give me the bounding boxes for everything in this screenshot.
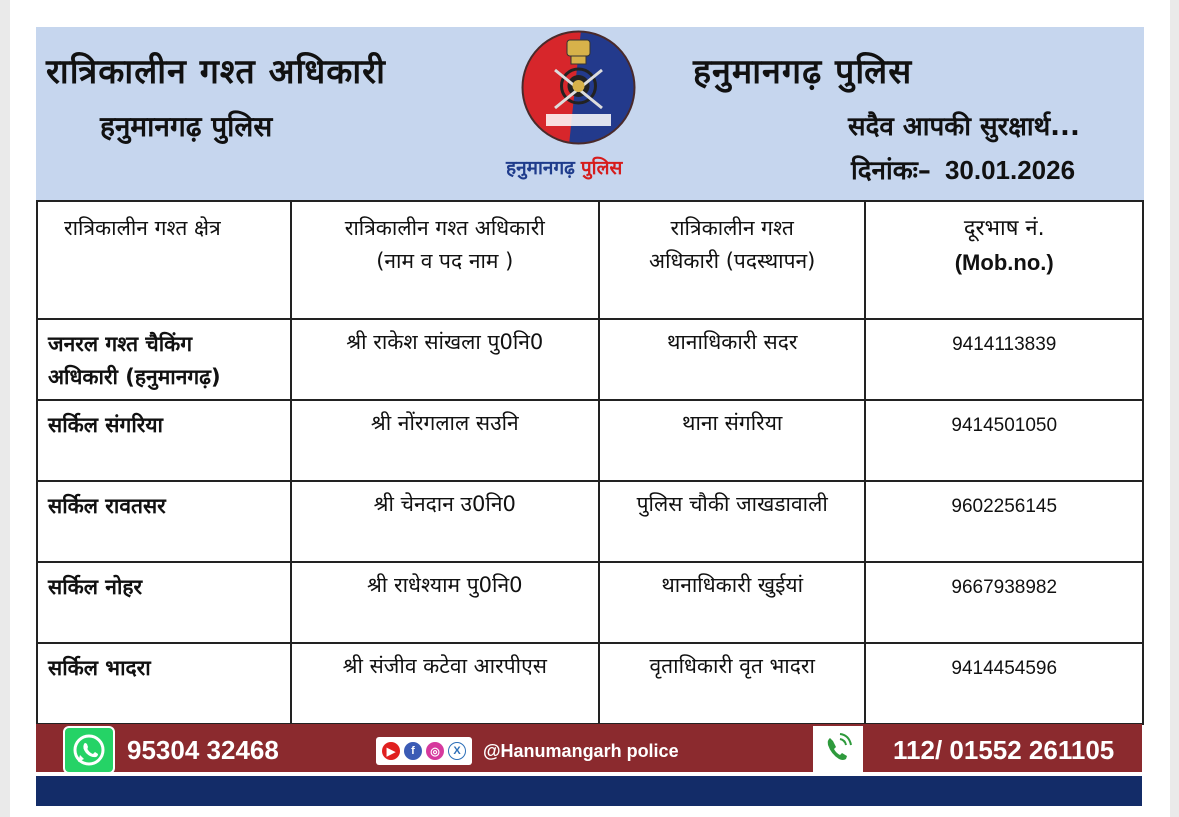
facebook-icon[interactable]: f xyxy=(404,742,422,760)
row-phone[interactable]: 9414113839 xyxy=(865,319,1143,400)
x-icon[interactable]: X xyxy=(448,742,466,760)
row-posting: थाना संगरिया xyxy=(599,400,866,481)
patrol-officer-table xyxy=(36,200,1144,725)
social-icons xyxy=(376,737,472,765)
table-row xyxy=(37,562,1143,643)
social-handle[interactable]: @Hanumangarh police xyxy=(483,741,679,761)
header-banner xyxy=(36,27,1144,200)
table-row xyxy=(37,319,1143,400)
date-label: दिनांकः– xyxy=(851,156,931,186)
row-area: सर्किल नोहर xyxy=(37,562,291,643)
footer-blue-strip xyxy=(36,776,1142,806)
rajasthan-police-emblem-icon xyxy=(521,30,636,145)
row-posting: पुलिस चौकी जाखडावाली xyxy=(599,481,866,562)
row-phone[interactable]: 9602256145 xyxy=(865,481,1143,562)
row-officer: श्री राधेश्याम पु0नि0 xyxy=(291,562,599,643)
table-row xyxy=(37,481,1143,562)
row-area: सर्किल रावतसर xyxy=(37,481,291,562)
row-phone[interactable]: 9414454596 xyxy=(865,643,1143,724)
header-date xyxy=(851,151,1075,187)
row-officer: श्री चेनदान उ0नि0 xyxy=(291,481,599,562)
row-area: सर्किल संगरिया xyxy=(37,400,291,481)
emblem-caption-police: पुलिस xyxy=(580,157,623,179)
header-area: रात्रिकालीन गश्त क्षेत्र xyxy=(37,201,291,319)
header-subtitle-left: हनुमानगढ़ पुलिस xyxy=(100,110,273,143)
row-officer: श्री संजीव कटेवा आरपीएस xyxy=(291,643,599,724)
date-value: 30.01.2026 xyxy=(944,155,1076,185)
row-officer: श्री राकेश सांखला पु0नि0 xyxy=(291,319,599,400)
emblem-caption xyxy=(506,154,622,180)
left-margin xyxy=(0,0,10,817)
table-row xyxy=(37,643,1143,724)
header-title-left: रात्रिकालीन गश्त अधिकारी xyxy=(46,52,386,92)
header-officer: रात्रिकालीन गश्त अधिकारी (नाम व पद नाम ) xyxy=(291,201,599,319)
whatsapp-number[interactable]: 95304 32468 xyxy=(127,735,279,765)
helpline-number[interactable]: 112/ 01552 261105 xyxy=(893,735,1115,765)
header-phone: दूरभाष नं. (Mob.no.) xyxy=(865,201,1143,319)
table-row xyxy=(37,400,1143,481)
phone-call-icon[interactable] xyxy=(813,726,863,772)
table-header-row xyxy=(37,201,1143,319)
header-posting: रात्रिकालीन गश्त अधिकारी (पदस्थापन) xyxy=(599,201,866,319)
youtube-icon[interactable]: ▶ xyxy=(382,742,400,760)
row-area: सर्किल भादरा xyxy=(37,643,291,724)
row-phone[interactable]: 9667938982 xyxy=(865,562,1143,643)
whatsapp-icon[interactable] xyxy=(63,726,115,774)
row-area: जनरल गश्त चैकिंग अधिकारी (हनुमानगढ़) xyxy=(37,319,291,400)
header-tagline: सदैव आपकी सुरक्षार्थ... xyxy=(848,112,1080,142)
row-posting: थानाधिकारी खुईयां xyxy=(599,562,866,643)
header-title-right: हनुमानगढ़ पुलिस xyxy=(693,52,913,92)
emblem-caption-city: हनुमानगढ़ xyxy=(506,157,575,179)
instagram-icon[interactable]: ◎ xyxy=(426,742,444,760)
row-phone[interactable]: 9414501050 xyxy=(865,400,1143,481)
row-posting: थानाधिकारी सदर xyxy=(599,319,866,400)
row-posting: वृताधिकारी वृत भादरा xyxy=(599,643,866,724)
row-officer: श्री नोंरगलाल सउनि xyxy=(291,400,599,481)
right-margin xyxy=(1170,0,1179,817)
